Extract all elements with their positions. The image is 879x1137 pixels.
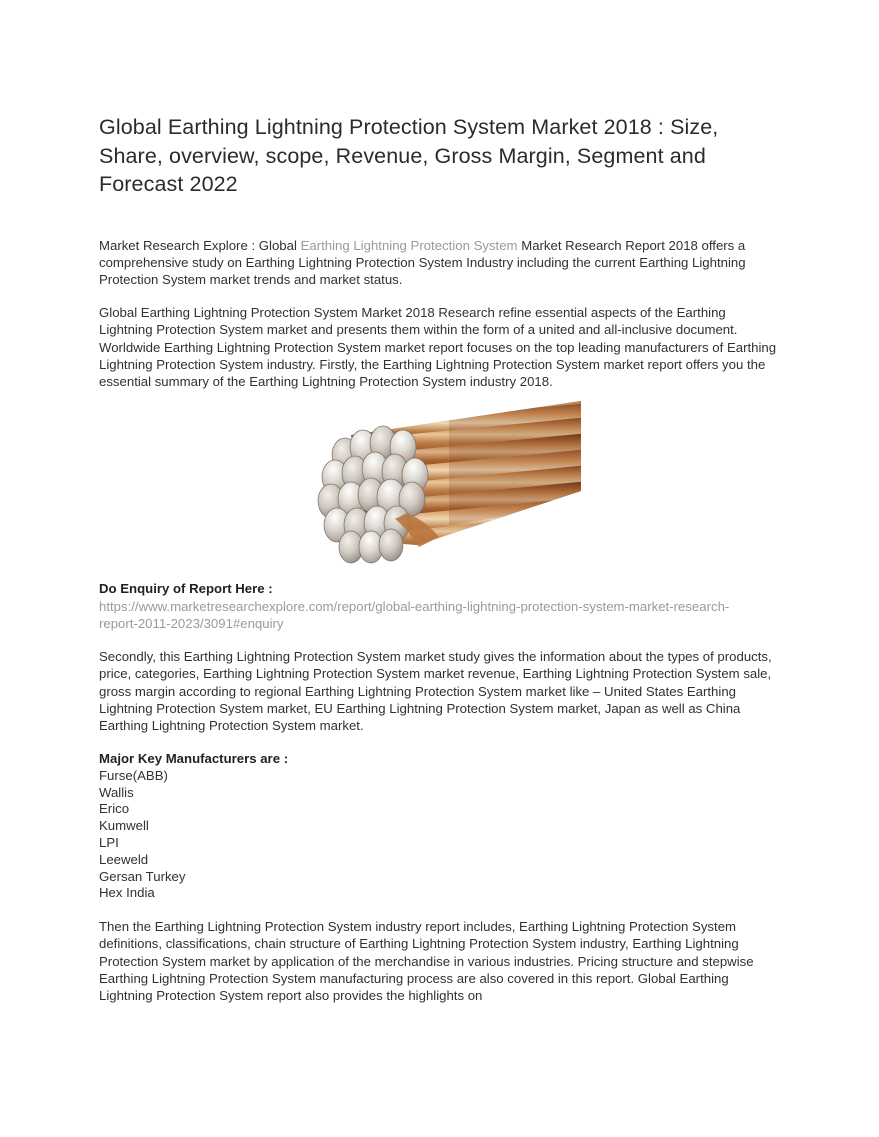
list-item: Leeweld	[99, 851, 149, 867]
page-title: Global Earthing Lightning Protection System Market 2018 : Size, Share, overview, scope, Revenue, Gross Margin, Segment and Forecast 2022	[99, 115, 719, 196]
spacer	[99, 902, 777, 918]
industry-report-paragraph: Then the Earthing Lightning Protection System industry report includes, Earthing Lightning Protection System definitions, classifications, chain structure of Earthing Lightning Protection System industry, Earthing Lightning Protection System market by application of the merchandise in various industries. Pricing structure and stepwise Earthing Lightning Protection System manufacturing process are also covered in this report. Global Earthing Lightning Protection System report also provides the highlights on	[99, 919, 754, 1003]
spacer	[99, 632, 777, 648]
inline-keyword-link[interactable]: Earthing Lightning Protection System	[300, 237, 518, 253]
document-content	[99, 113, 777, 1004]
intro-paragraph	[99, 237, 777, 289]
manufacturers-heading: Major Key Manufacturers are :	[99, 751, 289, 767]
enquiry-heading: Do Enquiry of Report Here :	[99, 581, 273, 597]
list-item: LPI	[99, 834, 119, 850]
list-item: Gersan Turkey	[99, 868, 186, 884]
spacer	[99, 199, 777, 237]
regional-market-paragraph: Secondly, this Earthing Lightning Protection System market study gives the information about the types of products, price, categories, Earthing Lightning Protection System market revenue, Earthing Lightning Protection System sale, gross margin according to regional Earthing Lightning Protection System market like – United States Earthing Lightning Protection System market, EU Earthing Lightning Protection System market, Japan as well as China Earthing Lightning Protection System market.	[99, 649, 772, 734]
list-item: Wallis	[99, 784, 134, 800]
list-item: Furse(ABB)	[99, 767, 168, 783]
research-overview-paragraph: Global Earthing Lightning Protection System Market 2018 Research refine essential aspects of the Earthing Lightning Protection System market and presents them within the form of a united and all-inclusive document. Worldwide Earthing Lightning Protection System market report focuses on the top leading manufacturers of Earthing Lightning Protection System industry. Firstly, the Earthing Lightning Protection System market report offers you the essential summary of the Earthing Lightning Protection System industry 2018.	[99, 305, 777, 389]
copper-cable-image	[299, 395, 581, 571]
figure-container	[99, 390, 777, 580]
spacer	[99, 288, 777, 304]
intro-text-after-link: Market Research Report 2018 offers a comprehensive study on Earthing Lightning Protection System Industry including the current Earthing Lightning Protection System market trends and market status.	[99, 237, 746, 287]
list-item: Hex India	[99, 885, 155, 901]
manufacturers-list	[99, 768, 777, 902]
list-item: Kumwell	[99, 818, 149, 834]
intro-text-before-link: Market Research Explore : Global	[99, 237, 301, 253]
spacer	[99, 734, 777, 750]
enquiry-url-link[interactable]: https://www.marketresearchexplore.com/report/global-earthing-lightning-protection-system-market-research-report-2011-2023/3091#enquiry	[99, 598, 730, 631]
list-item: Erico	[99, 801, 130, 817]
